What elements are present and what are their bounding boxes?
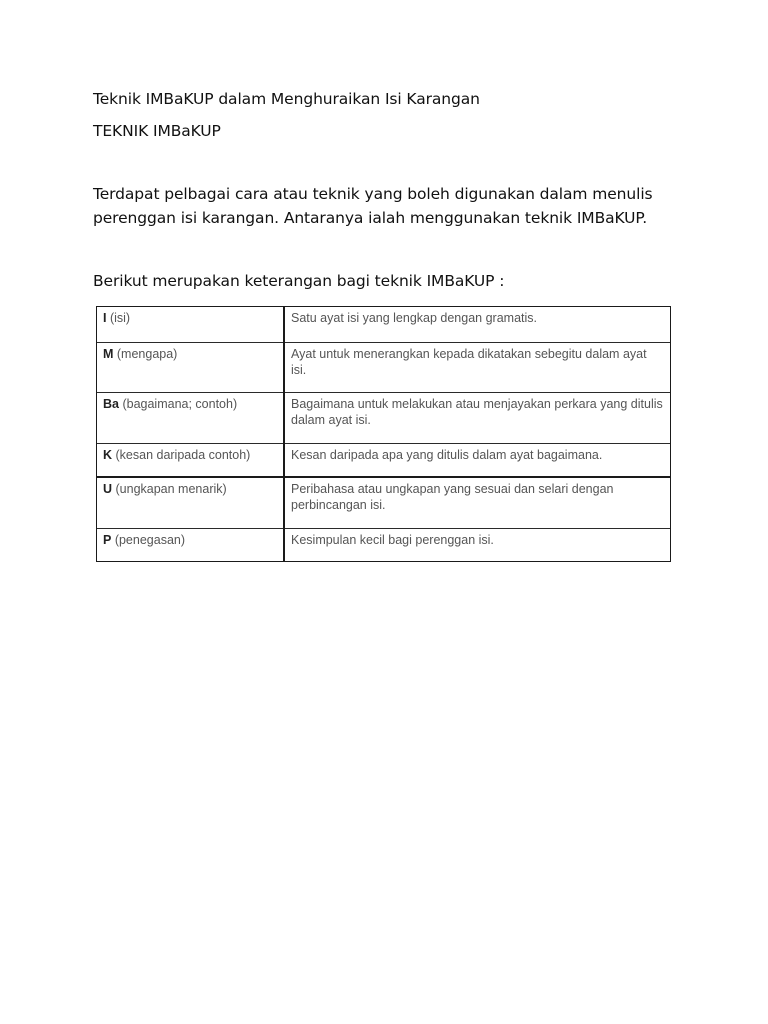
term-cell xyxy=(97,477,284,528)
imbakup-table xyxy=(96,306,671,562)
term-label: (mengapa) xyxy=(113,346,178,361)
table-row xyxy=(97,342,670,392)
term-key: Ba xyxy=(103,396,119,411)
term-cell xyxy=(97,392,284,443)
table-row xyxy=(97,307,670,342)
term-cell xyxy=(97,528,284,562)
table-row xyxy=(97,443,670,477)
term-cell xyxy=(97,342,284,392)
term-cell xyxy=(97,443,284,477)
description-cell: Kesan daripada apa yang ditulis dalam ayat bagaimana. xyxy=(284,443,670,477)
table-row xyxy=(97,392,670,443)
term-cell xyxy=(97,307,284,342)
term-key: M xyxy=(103,346,114,361)
document-title: Teknik IMBaKUP dalam Menghuraikan Isi Karangan xyxy=(93,90,480,108)
term-key: U xyxy=(103,482,113,496)
term-label: (ungkapan menarik) xyxy=(112,482,227,496)
term-label: (bagaimana; contoh) xyxy=(118,396,238,411)
table-row xyxy=(97,528,670,562)
term-label: (kesan daripada contoh) xyxy=(112,447,251,462)
term-label: (penegasan) xyxy=(111,532,186,547)
term-key: P xyxy=(103,532,112,547)
description-cell: Peribahasa atau ungkapan yang sesuai dan selari dengan perbincangan isi. xyxy=(284,477,670,528)
description-cell: Kesimpulan kecil bagi perenggan isi. xyxy=(291,532,494,547)
term-key: K xyxy=(103,447,113,462)
description-cell: Satu ayat isi yang lengkap dengan gramatis. xyxy=(284,307,670,342)
document-subtitle: TEKNIK IMBaKUP xyxy=(93,122,221,140)
table-intro-text: Berikut merupakan keterangan bagi teknik IMBaKUP : xyxy=(93,272,505,290)
term-label: (isi) xyxy=(106,311,131,325)
intro-paragraph: Terdapat pelbagai cara atau teknik yang boleh digunakan dalam menulis perenggan isi karangan. Antaranya ialah menggunakan teknik IMBaKUP. xyxy=(93,185,653,227)
table-row xyxy=(97,477,670,528)
description-cell: Ayat untuk menerangkan kepada dikatakan sebegitu dalam ayat isi. xyxy=(284,342,670,392)
description-cell: Bagaimana untuk melakukan atau menjayakan perkara yang ditulis dalam ayat isi. xyxy=(284,392,670,443)
term-key: I xyxy=(103,311,107,325)
